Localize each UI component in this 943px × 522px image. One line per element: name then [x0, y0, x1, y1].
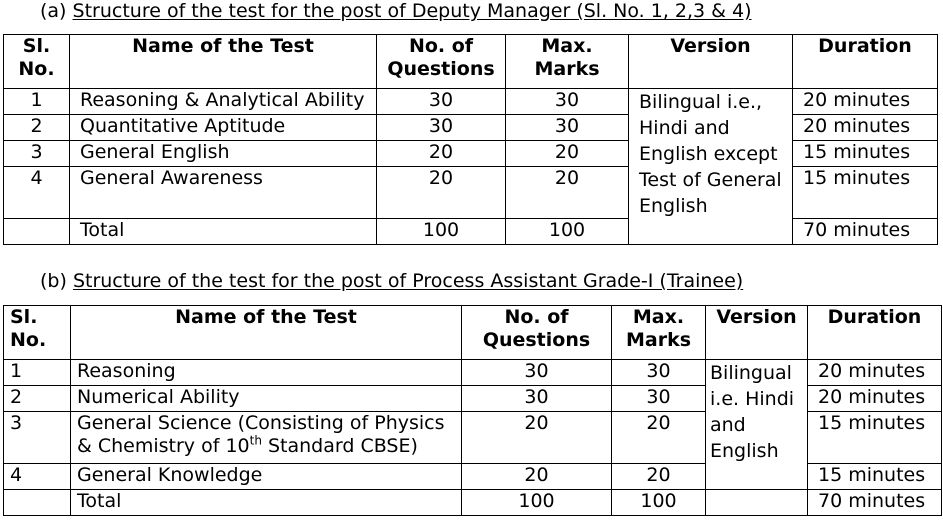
cell-sl: 1	[4, 89, 70, 115]
table-row	[4, 360, 942, 386]
header-marks: Max. Marks	[612, 306, 706, 360]
table-row	[4, 115, 938, 141]
cell-marks: 30	[506, 89, 629, 115]
cell-name: Numerical Ability	[71, 386, 462, 412]
cell-questions: 20	[462, 464, 612, 490]
caption-b-prefix: (b)	[40, 270, 67, 292]
table-header-row	[4, 306, 942, 360]
header-duration: Duration	[808, 306, 942, 360]
cell-duration: 15 minutes	[793, 167, 938, 219]
cell-sl: 2	[4, 115, 70, 141]
cell-marks: 30	[612, 360, 706, 386]
header-name: Name of the Test	[71, 306, 462, 360]
header-duration: Duration	[793, 35, 938, 89]
caption-a-text: Structure of the test for the post of Deputy Manager (Sl. No. 1, 2,3 & 4)	[72, 0, 752, 22]
header-marks: Max. Marks	[506, 35, 629, 89]
cell-marks: 20	[506, 167, 629, 219]
cell-questions: 20	[377, 141, 506, 167]
cell-name: Quantitative Aptitude	[70, 115, 377, 141]
cell-sl-empty	[4, 219, 70, 245]
table-header-row	[4, 35, 938, 89]
cell-questions: 20	[377, 167, 506, 219]
cell-name: General Knowledge	[71, 464, 462, 490]
cell-sl: 4	[4, 464, 71, 490]
table-row	[4, 141, 938, 167]
caption-b	[40, 270, 743, 292]
header-questions: No. of Questions	[462, 306, 612, 360]
cell-sl: 1	[4, 360, 71, 386]
cell-total-duration: 70 minutes	[808, 490, 942, 516]
cell-version: Bilingual i.e. Hindi and English	[706, 360, 808, 490]
cell-name: Reasoning & Analytical Ability	[70, 89, 377, 115]
table-row	[4, 89, 938, 115]
cell-total-marks: 100	[506, 219, 629, 245]
cell-name-line2-pre: & Chemistry of 10	[77, 435, 250, 457]
cell-sl: 2	[4, 386, 71, 412]
cell-duration: 15 minutes	[808, 464, 942, 490]
cell-total-label: Total	[70, 219, 377, 245]
cell-duration: 20 minutes	[793, 89, 938, 115]
header-version: Version	[706, 306, 808, 360]
cell-sl: 3	[4, 412, 71, 464]
cell-questions: 30	[377, 115, 506, 141]
cell-sl-empty	[4, 490, 71, 516]
cell-name-line1: General Science (Consisting of Physics	[77, 412, 445, 434]
cell-name-line2	[77, 435, 461, 458]
table-row	[4, 167, 938, 219]
cell-questions: 20	[462, 412, 612, 464]
cell-questions: 30	[462, 360, 612, 386]
cell-marks: 20	[612, 464, 706, 490]
cell-name	[71, 412, 462, 464]
cell-marks: 20	[612, 412, 706, 464]
cell-name: General Awareness	[70, 167, 377, 219]
cell-name: Reasoning	[71, 360, 462, 386]
cell-questions: 30	[377, 89, 506, 115]
header-name: Name of the Test	[70, 35, 377, 89]
cell-total-questions: 100	[377, 219, 506, 245]
header-version: Version	[629, 35, 793, 89]
cell-duration: 20 minutes	[808, 360, 942, 386]
cell-total-duration: 70 minutes	[793, 219, 938, 245]
table-deputy-manager	[3, 34, 938, 245]
header-questions: No. of Questions	[377, 35, 506, 89]
caption-b-text: Structure of the test for the post of Process Assistant Grade-I (Trainee)	[72, 270, 744, 292]
cell-version-empty	[706, 490, 808, 516]
cell-name-line2-post: Standard CBSE)	[261, 435, 418, 457]
header-sl: Sl. No.	[4, 306, 71, 360]
cell-sl: 4	[4, 167, 70, 219]
caption-a	[40, 0, 752, 22]
cell-marks: 30	[612, 386, 706, 412]
cell-marks: 30	[506, 115, 629, 141]
table-total-row	[4, 219, 938, 245]
cell-questions: 30	[462, 386, 612, 412]
cell-total-label: Total	[71, 490, 462, 516]
table-process-assistant	[3, 305, 942, 516]
cell-marks: 20	[506, 141, 629, 167]
cell-duration: 15 minutes	[793, 141, 938, 167]
cell-duration: 15 minutes	[808, 412, 942, 464]
header-sl: Sl. No.	[4, 35, 70, 89]
cell-sl: 3	[4, 141, 70, 167]
cell-total-questions: 100	[462, 490, 612, 516]
cell-version: Bilingual i.e., Hindi and English except Test of General English	[629, 89, 793, 245]
caption-a-prefix: (a)	[40, 0, 67, 22]
cell-duration: 20 minutes	[808, 386, 942, 412]
cell-name-line2-sup: th	[249, 433, 262, 448]
table-total-row	[4, 490, 942, 516]
cell-name: General English	[70, 141, 377, 167]
cell-total-marks: 100	[612, 490, 706, 516]
cell-duration: 20 minutes	[793, 115, 938, 141]
